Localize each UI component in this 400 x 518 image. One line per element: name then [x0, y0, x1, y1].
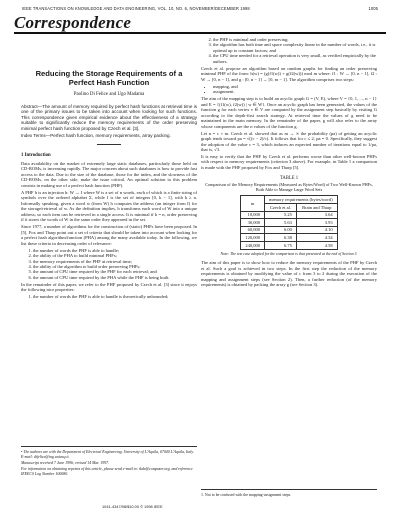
- body-paragraph: It is easy to verify that the PHF by Czech et al. performs worse than other well-known PHFs with respect to memory requirements (criterion 3 above). For example, in Table 1 a comparison is made with the PHF proposed by Fox and Tharp [5].: [201, 154, 377, 170]
- section-heading-introduction: 1 Introduction: [21, 152, 51, 158]
- properties-list: [21, 294, 197, 299]
- steps-list: [201, 84, 377, 95]
- table-cell: 10,000: [241, 211, 265, 219]
- footnote-reprints: For information on obtaining reprints of this article, please send e-mail to: tkde@computer.org, and reference IEEECS Log Number 106080.: [21, 466, 193, 476]
- footnote-received: Manuscript received 7 June 1996; revised 14 Mar. 1997.: [21, 460, 110, 465]
- author-footnote: [21, 446, 197, 478]
- table-row: [241, 242, 337, 250]
- section-title: Correspondence: [14, 13, 132, 32]
- table-row: [241, 234, 337, 242]
- table-cell: 60,000: [241, 226, 265, 234]
- footnote-authors: • The authors are with the Department of Electrical Engineering, University of L'Aquila, 67040 L'Aquila, Italy. E-mail: difelice@ing.univaq.it.: [21, 450, 194, 459]
- section-banner: [14, 14, 386, 34]
- copyright-line: 1041-4347/98/$10.00 © 1998 IEEE: [102, 504, 163, 509]
- intro-paragraph: Since 1977, a number of algorithms for the construction of (static) PHFs have been proposed. In [5], Fox and Tharp point out a set of criteria that should be taken into account when looking for a perfect hash algorithm/function (PHA) among the many available today. In the following, we list these criteria in decreasing order of relevance:: [21, 224, 197, 246]
- criteria-item: 5. the amount of CPU time required by the PHF for each retrieval; and: [33, 269, 197, 274]
- table-cell: 4.58: [296, 242, 337, 250]
- criteria-item: 3. the memory requirements of the PHF at retrieval time;: [33, 259, 197, 264]
- article-title: Reducing the Storage Requirements of a Perfect Hash Function: [35, 69, 183, 87]
- property-item: 4. the CPU time needed for a retrieval operation is very small, as verified empirically by the authors.: [213, 53, 377, 64]
- table-caption: [201, 176, 377, 192]
- property-item: 3. the algorithm has both time and space complexity linear in the number of words, i.e., it is optimal up to constant factors; and: [213, 42, 377, 53]
- table-cell: 240,000: [241, 242, 265, 250]
- table-cell: 6.38: [264, 234, 296, 242]
- criteria-item: 2. the ability of the PHA to build minimal PHFs;: [33, 253, 197, 258]
- body-paragraph: Czech et al. propose an algorithm based on random graphs for finding an order preserving minimal PHF of the form: h(w) = (g(f1(w)) + g(f2(w))) mod m where: f1 : W → [0, n − 1], f2 : W → [0, n − 1], and g : [0, n − 1] → [0, m − 1]. The algorithm comprises two steps:: [201, 65, 377, 82]
- criteria-item: 1. the number of words the PHF is able to handle;: [33, 248, 197, 253]
- table-title: Comparison of the Memory Requirements (Measured as Bytes/Word) of Two Well-Known PHFs, Both Able to Manage Large Word Sets: [205, 181, 373, 192]
- left-column: [21, 37, 197, 301]
- table-cell: 3.64: [296, 211, 337, 219]
- table-header: Brain and Tharp: [296, 203, 337, 211]
- table-cell: 6.75: [264, 242, 296, 250]
- criteria-list: [21, 248, 197, 281]
- table-cell: 4.34: [296, 234, 337, 242]
- divider: [97, 144, 121, 145]
- table-header: Czech et al.: [264, 203, 296, 211]
- table-cell: 6.00: [264, 226, 296, 234]
- running-head: [22, 6, 378, 11]
- table-note: Note: The test case adopted for the comparison is that presented at the end of Section 3.: [220, 251, 358, 256]
- table-row: [241, 211, 337, 219]
- table-row: [241, 219, 337, 227]
- table-cell: 5.25: [264, 211, 296, 219]
- criteria-item: 4. the ability of the algorithm to build order preserving PHFs;: [33, 264, 197, 269]
- intro-paragraph: In the remainder of this paper, we refer to the PHF proposed by Czech et al. [3] since it enjoys the following nice properties:: [21, 281, 197, 293]
- abstract: Abstract—The amount of memory required by perfect hash functions at retrieval time is one of the primary issues to be taken into account when looking for such functions. This correspondence gives empirical evidence about the effectiveness of a strategy suitable to significantly reduce the memory requirements of the order preserving minimal perfect hash function proposed by Czech et al. [3].: [21, 103, 197, 131]
- properties-list-continued: [201, 37, 377, 64]
- journal-citation: IEEE TRANSACTIONS ON KNOWLEDGE AND DATA ENGINEERING, VOL. 10, NO. 6, NOVEMBER/DECEMBER 1998: [22, 6, 250, 11]
- body-paragraph: Let n = c × m. Czech et al. showed that as m → ∞ the probability (pa) of getting an acyclic graph tends toward pa = √((c − 2)/c). It follows that for c ≤ 2, pa = 0. Specifically, they suggest the adoption of the value c = 3, which induces an expected number of iterations equal to 1/pa, that is, √3.: [201, 130, 377, 152]
- property-item: 1. the number of words the PHF is able to handle is theoretically unbounded;: [33, 294, 197, 299]
- intro-paragraph: A PHF h is an injection h: W → I where W is a set of n words, each of which is a finite string of symbols over the ordered alphabet Σ, while I is the set of integers [0, k − 1], with k ≥ n. Informally speaking, given a word w (from W) h computes the address (an integer from I) for the storage/retrieval of w. As the definition implies, h transforms each word of W into a unique address; so each item can be retrieved in a single access. It is minimal if k = n, order preserving if it stores the words of W in the same order they appeared in the set.: [21, 189, 197, 223]
- right-column: [201, 37, 377, 289]
- page-number: 1005: [368, 6, 378, 11]
- table-number: TABLE 1: [279, 176, 299, 182]
- table-1: [201, 176, 377, 256]
- table-cell: 4.10: [296, 226, 337, 234]
- table-cell: 30,000: [241, 219, 265, 227]
- step-item: • mapping, and: [213, 84, 377, 89]
- memory-table: [240, 195, 337, 249]
- table-cell: 3.93: [296, 219, 337, 227]
- index-terms: Index Terms—Perfect hash function, memory requirements, array packing.: [21, 133, 171, 139]
- property-item: 2. the PHF is minimal and order preserving;: [213, 37, 377, 42]
- body-paragraph: The aim of this paper is to show how to reduce the memory requirements of the PHF by Czech et al. Such a goal is achieved in two steps. In the first step the reduction of the memory requirements is obtained by modifying the value of c from 3 to 2 during the execution of the mapping and assignment steps (see Section 2). Then, a further reduction (of the memory requirements) is obtained by packing the array g (see Section 3).: [201, 260, 377, 288]
- table-cell: 120,000: [241, 234, 265, 242]
- table-cell: 5.63: [264, 219, 296, 227]
- table-header: memory requirements (bytes/word): [264, 196, 337, 204]
- criteria-item: 6. the amount of CPU time required by the PHA while the PHF is being built.: [33, 275, 197, 280]
- body-paragraph: The aim of the mapping step is to build an acyclic graph G = (V, E), where V = {0, 1, ..., n − 1} and E = {(f1(w), f2(w)) | w ∈ W}. Once an acyclic graph has been generated, the values of the function g for each vertex v ∈ V are computed by the assignment step basically by visiting G according to the depth-first search strategy. At retrieval time the values of g need to be maintained in the main memory. In the remainder of the paper, g will also refer to the array whose components are the n values of the function g.: [201, 96, 377, 129]
- table-header: m: [241, 196, 265, 211]
- mapping-footnote: 1. Not to be confused with the mapping-assignment steps.: [201, 489, 377, 497]
- intro-paragraph: Data availability on the market of extremely large static databases, particularly those held on CD-ROMs, is increasing rapidly. The major concern about such databases is how to provide fast access to the data. Due to the size of the database, those for the index, and the slowness of the CD-ROMs, on the other side, make the issue critical. An optimal solution to this problem consists in making use of a perfect hash function (PHF).: [21, 161, 197, 188]
- step-item: • assignment.: [213, 89, 377, 94]
- article-authors: Paolino Di Felice and Ugo Madama: [73, 92, 145, 98]
- table-row: [241, 226, 337, 234]
